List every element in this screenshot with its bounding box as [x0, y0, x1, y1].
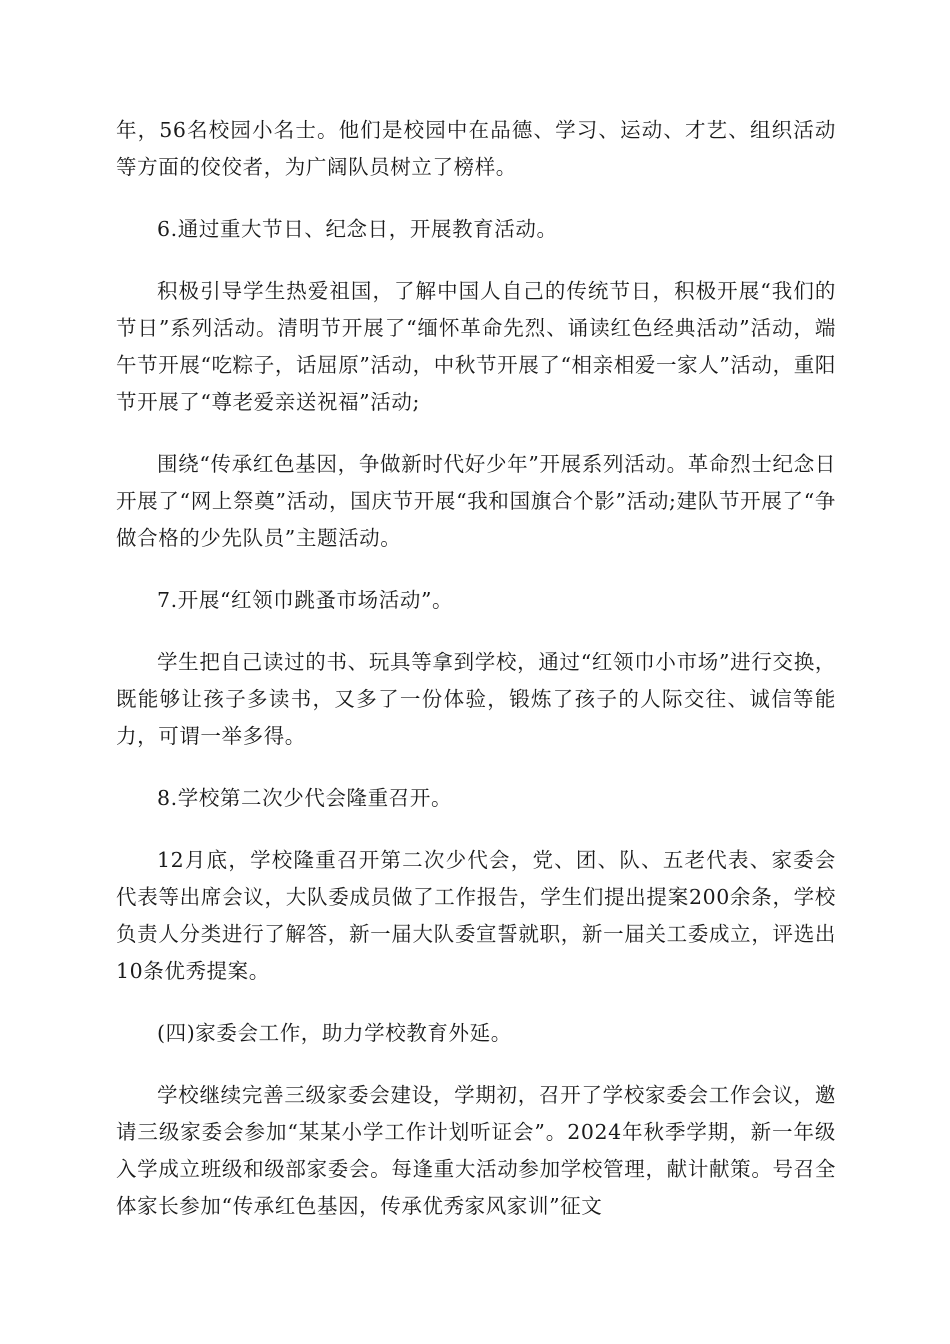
paragraph-red-gene: 围绕“传承红色基因，争做新时代好少年”开展系列活动。革命烈士纪念日开展了“网上祭奠”活动，国庆节开展“我和国旗合个影”活动;建队节开展了“争做合格的少先队员”主题活动。 [116, 452, 836, 550]
section-heading-8: 8.学校第二次少代会隆重召开。 [157, 786, 453, 810]
paragraph-parent-committee: 学校继续完善三级家委会建设，学期初，召开了学校家委会工作会议，邀请三级家委会参加“某某小学工作计划听证会”。2024年秋季学期，新一年级入学成立班级和级部家委会。每逢重大活动参加学校管理，献计献策。号召全体家长参加“传承红色基因，传承优秀家风家训”征文 [116, 1083, 836, 1218]
paragraph-flea-market: 学生把自己读过的书、玩具等拿到学校，通过“红领巾小市场”进行交换，既能够让孩子多读书，又多了一份体验，锻炼了孩子的人际交往、诚信等能力，可谓一举多得。 [116, 650, 836, 748]
document-body [116, 112, 836, 1250]
paragraph-continued: 年，56名校园小名士。他们是校园中在品德、学习、运动、才艺、组织活动等方面的佼佼者，为广阔队员树立了榜样。 [116, 118, 836, 179]
paragraph-festivals: 积极引导学生热爱祖国，了解中国人自己的传统节日，积极开展“我们的节日”系列活动。清明节开展了“缅怀革命先烈、诵读红色经典活动”活动，端午节开展“吃粽子，话屈原”活动，中秋节开展了“相亲相爱一家人”活动，重阳节开展了“尊老爱亲送祝福”活动; [116, 279, 836, 414]
paragraph-congress: 12月底，学校隆重召开第二次少代会，党、团、队、五老代表、家委会代表等出席会议，大队委成员做了工作报告，学生们提出提案200余条，学校负责人分类进行了解答，新一届大队委宣誓就职，新一届关工委成立，评选出10条优秀提案。 [116, 848, 836, 983]
section-heading-7: 7.开展“红领巾跳蚤市场活动”。 [157, 588, 454, 612]
section-heading-6: 6.通过重大节日、纪念日，开展教育活动。 [157, 217, 558, 241]
section-heading-4: (四)家委会工作，助力学校教育外延。 [157, 1021, 512, 1045]
